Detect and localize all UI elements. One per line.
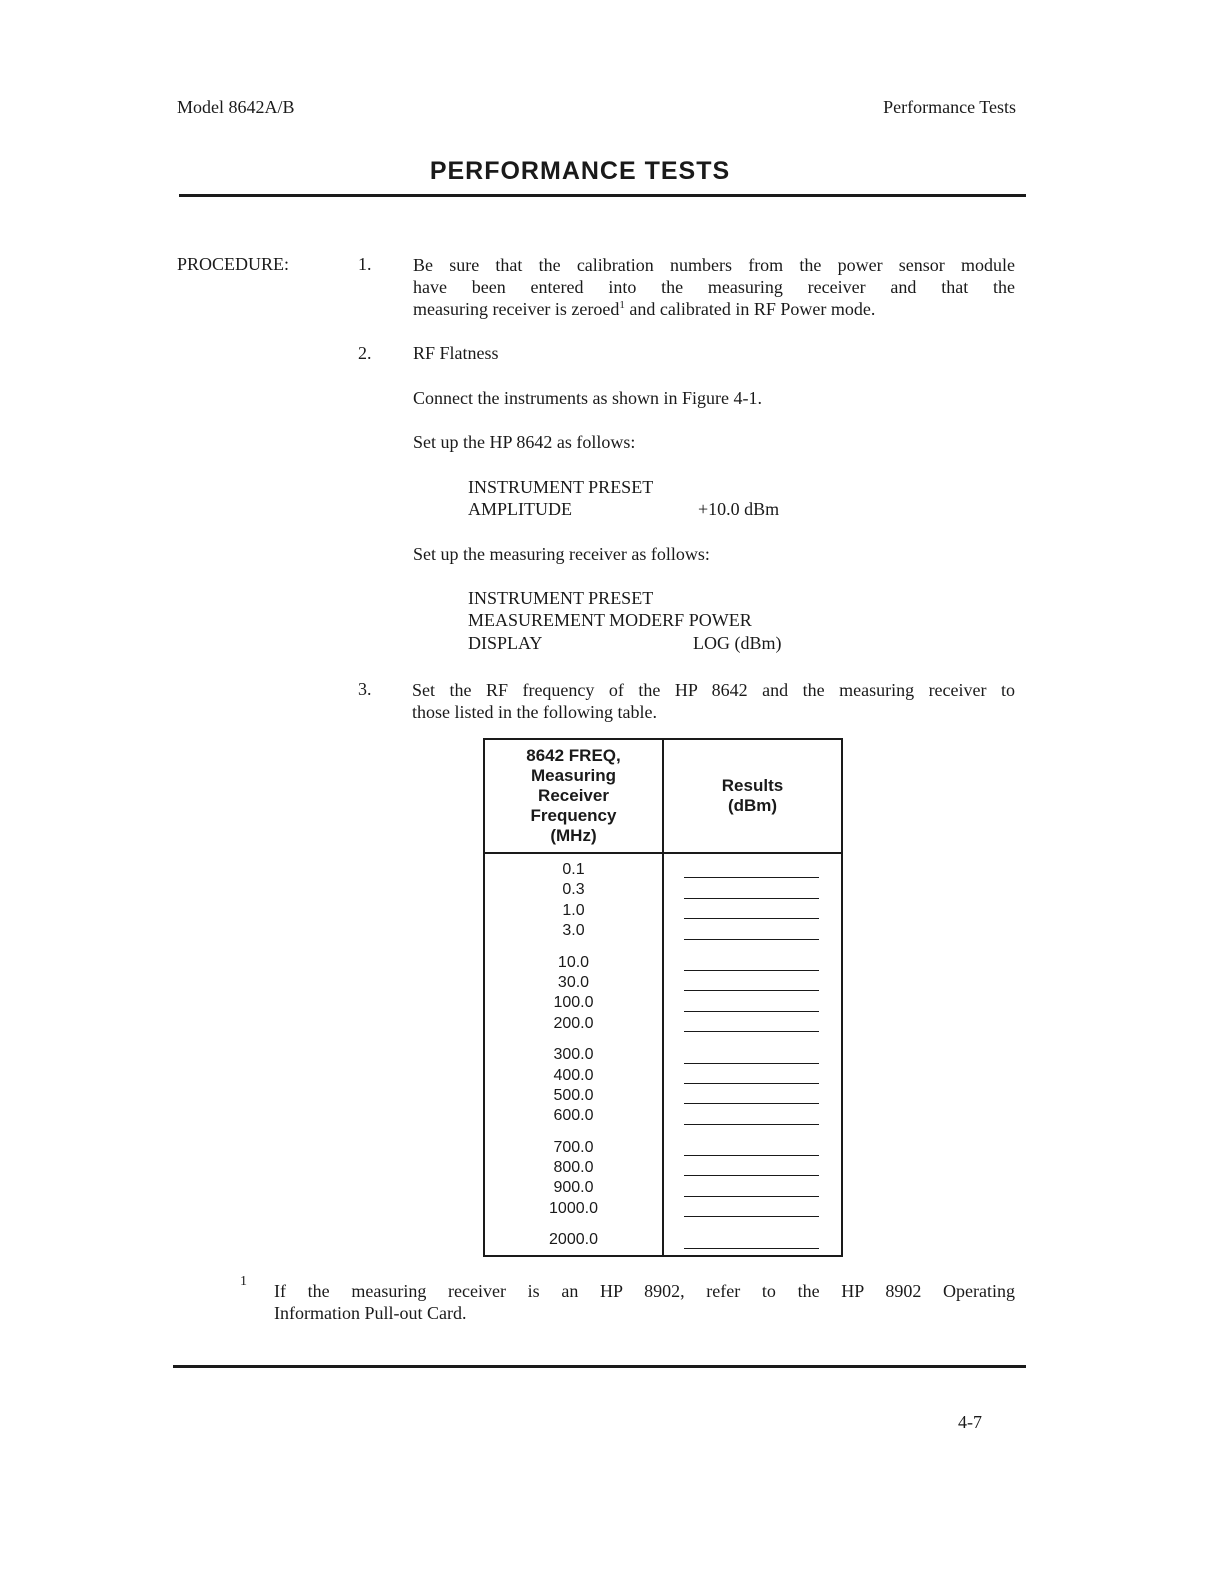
step-1-line-3b: and calibrated in RF Power mode.	[624, 299, 876, 319]
header-model: Model 8642A/B	[177, 97, 295, 117]
result-blank[interactable]	[664, 1106, 841, 1126]
result-blank[interactable]	[664, 880, 841, 900]
page-title: PERFORMANCE TESTS	[429, 157, 731, 185]
frequency-value: 3.0	[562, 922, 585, 940]
footnote-line-1: If the measuring receiver is an HP 8902, refer to the HP 8902 Operating	[274, 1281, 1015, 1301]
frequency-value: 0.3	[562, 881, 585, 899]
frequency-value: 0.1	[562, 861, 585, 878]
step-1-number: 1.	[358, 254, 372, 274]
result-blank[interactable]	[664, 901, 841, 921]
hp-amplitude-label: AMPLITUDE	[468, 499, 572, 519]
footnote-line-2: Information Pull-out Card.	[274, 1303, 467, 1323]
frequency-value: 2000.0	[549, 1231, 598, 1249]
step-2-heading: RF Flatness	[413, 343, 499, 363]
hp-instrument-preset: INSTRUMENT PRESET	[468, 477, 654, 497]
step-1-line-3a: measuring receiver is zeroed	[413, 299, 620, 319]
frequency-value: 700.0	[553, 1138, 594, 1156]
result-blank[interactable]	[664, 993, 841, 1013]
frequency-value: 300.0	[553, 1046, 594, 1064]
frequency-value: 1000.0	[549, 1199, 598, 1217]
page-number: 4-7	[958, 1412, 982, 1432]
frequency-value: 100.0	[553, 994, 594, 1012]
receiver-display-label: DISPLAY	[468, 633, 543, 653]
result-blank[interactable]	[664, 973, 841, 993]
step-2-setup-hp: Set up the HP 8642 as follows:	[413, 432, 636, 452]
footnote-ref: 1	[619, 299, 625, 311]
frequency-column	[484, 853, 663, 1256]
results-header-line: Results	[721, 776, 784, 795]
hp-amplitude-value: +10.0 dBm	[698, 499, 780, 519]
step-2-setup-receiver: Set up the measuring receiver as follows:	[413, 544, 710, 564]
freq-header-line: Receiver	[538, 786, 609, 805]
results-column-header	[663, 739, 842, 853]
step-3-text	[412, 679, 1015, 723]
result-blank[interactable]	[664, 1138, 841, 1158]
results-column	[663, 853, 842, 1256]
result-blank[interactable]	[664, 1014, 841, 1034]
footer-rule	[173, 1365, 1026, 1368]
receiver-display-value: LOG (dBm)	[693, 633, 782, 653]
step-3-line-1: Set the RF frequency of the HP 8642 and the measuring receiver to	[412, 680, 1015, 700]
result-blank[interactable]	[664, 1086, 841, 1106]
step-1-text	[413, 254, 1015, 320]
step-1-line-3	[413, 298, 1015, 320]
step-3-line-2: those listed in the following table.	[412, 702, 657, 722]
result-blank[interactable]	[664, 860, 841, 880]
receiver-measurement-mode: MEASUREMENT MODERF POWER	[468, 610, 752, 630]
footnote-mark: 1	[240, 1274, 247, 1289]
step-2-number: 2.	[358, 343, 372, 363]
result-blank[interactable]	[664, 1066, 841, 1086]
result-blank[interactable]	[664, 1158, 841, 1178]
title-rule	[179, 194, 1026, 197]
frequency-value: 500.0	[553, 1086, 594, 1104]
receiver-instrument-preset: INSTRUMENT PRESET	[468, 588, 654, 608]
freq-header-line: 8642 FREQ,	[526, 746, 621, 765]
frequency-value: 400.0	[553, 1066, 594, 1084]
result-blank[interactable]	[664, 1199, 841, 1219]
results-header-line: (dBm)	[727, 796, 778, 815]
result-blank[interactable]	[664, 1230, 841, 1250]
step-3-number: 3.	[358, 679, 372, 699]
freq-header-line: (MHz)	[550, 826, 597, 845]
frequency-value: 10.0	[557, 953, 590, 971]
result-blank[interactable]	[664, 1178, 841, 1198]
frequency-value: 600.0	[553, 1107, 594, 1125]
frequency-value: 200.0	[553, 1014, 594, 1032]
frequency-column-header	[484, 739, 663, 853]
result-blank[interactable]	[664, 1045, 841, 1065]
frequency-value: 1.0	[562, 901, 585, 919]
frequency-value: 30.0	[557, 973, 590, 991]
result-blank[interactable]	[664, 953, 841, 973]
step-1-line-1: Be sure that the calibration numbers from the power sensor module	[413, 255, 1015, 275]
freq-header-line: Frequency	[530, 806, 617, 825]
frequency-value: 800.0	[553, 1159, 594, 1177]
step-1-line-2: have been entered into the measuring receiver and that the	[413, 277, 1015, 297]
procedure-label: PROCEDURE:	[177, 254, 290, 274]
freq-header-line: Measuring	[530, 766, 617, 785]
frequency-value: 900.0	[553, 1179, 594, 1197]
step-2-connect: Connect the instruments as shown in Figure 4-1.	[413, 388, 762, 408]
footnote-text	[274, 1280, 1015, 1324]
result-blank[interactable]	[664, 921, 841, 941]
header-section: Performance Tests	[883, 97, 1016, 117]
rf-flatness-table	[483, 738, 843, 1257]
